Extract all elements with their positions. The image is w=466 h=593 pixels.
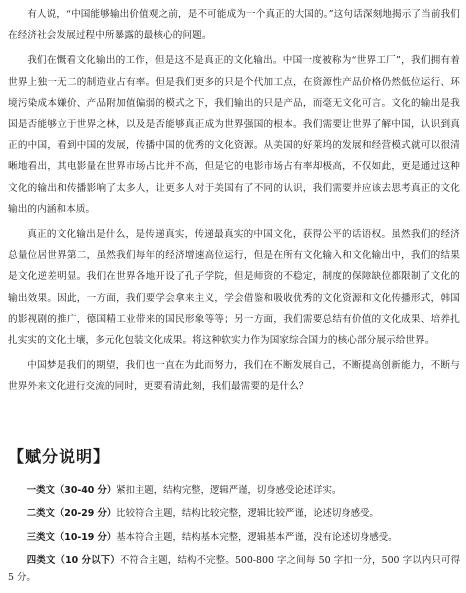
rubric-item-class-4 bbox=[8, 553, 460, 586]
rubric-score-label: 二类文（20-29 分） bbox=[26, 508, 117, 520]
rubric-item-class-3 bbox=[8, 530, 460, 546]
essay-body bbox=[8, 4, 460, 402]
essay-paragraph-1: 有人说，“中国能够输出价值观之前，是不可能成为一个真正的大国的。”这句话深刻地揭示了当前我们在经济社会发展过程中所暴露的最核心的问题。 bbox=[8, 9, 460, 42]
rubric-description: 紧扣主题，结构完整，逻辑严谨，切身感受论述详实。 bbox=[116, 485, 342, 496]
rubric-score-label: 四类文（10 分以下） bbox=[26, 555, 120, 567]
rubric-item-class-1 bbox=[8, 483, 460, 499]
rubric-list bbox=[8, 483, 460, 593]
essay-paragraph-3: 真正的文化输出是什么，是传递真实，传递最真实的中国文化，获得公平的话语权。虽然我们的经济总量位居世界第二，虽然我们每年的经济增速高位运行，但是在所有文化输入和文化输出中，我们的结果是文化逆差明显。我们在世界各地开设了孔子学院，但是师资的不稳定，制度的保障缺位都限制了文化的输出效果。因此，一方面，我们要学会拿来主义，学会借鉴和吸收优秀的文化资源和文化传播形式，韩国的影视剧的推广，德国精工业带来的国民形象等等；另一方面，我们需要总结有价值的文化成果、培养扎扎实实的文化土壤，多元化包装文化成果。将这种软实力作为国家综合国力的核心部分展示给世界。 bbox=[8, 229, 460, 347]
rubric-score-label: 一类文（30-40 分） bbox=[26, 485, 117, 496]
rubric-description: 比较符合主题，结构比较完整，逻辑比较严谨，论述切身感受。 bbox=[116, 508, 379, 520]
rubric-item-class-2 bbox=[8, 506, 460, 522]
essay-paragraph-4: 中国梦是我们的期望，我们也一直在为此而努力，我们在不断发展自己，不断提高创新能力，不断与世界外来文化进行交流的同时，更要看清此刻，我们最需要的是什么？ bbox=[8, 360, 460, 393]
essay-paragraph-2: 我们在慨看文化输出的工作，但是这不是真正的文化输出。中国一度被称为“世界工厂”，我们拥有着世界上独一无二的制造业占有率。但是我们更多的只是个代加工点，在资源性产品价格仍然低位运行、环境污染成本嫌价、产品附加值偏弱的模式之下，我们输出的只是产品，而毫无文化可言。文化的输出是我国是否能够立于世界之林，以及是否能够真正成为世界强国的根本。我们需要让世界了解中国，认识到真正的中国，看到中国的发展，传播中国的优秀的文化资源。从美国的好莱坞的发展和经营模式就可以很清晰地看出，其电影量在世界市场占比并不高，但是它的电影市场占有率却极高，不仅如此，更是通过这种文化的输出和传播影响了太多人，让更多人对于美国有了不同的认识，我们需要并应该去思考真正的文化输出的内涵和本质。 bbox=[8, 55, 460, 215]
rubric-description: 不符合主题，结构不完整。500-800 字之间每 50 字扣一分，500 字以内只可得 5 分。 bbox=[8, 555, 460, 583]
rubric-heading: 【赋分说明】 bbox=[8, 447, 111, 466]
rubric-description: 基本符合主题，结构基本完整，逻辑基本严谨，没有论述切身感受。 bbox=[116, 531, 398, 543]
rubric-score-label: 三类文（10-19 分） bbox=[26, 531, 117, 543]
